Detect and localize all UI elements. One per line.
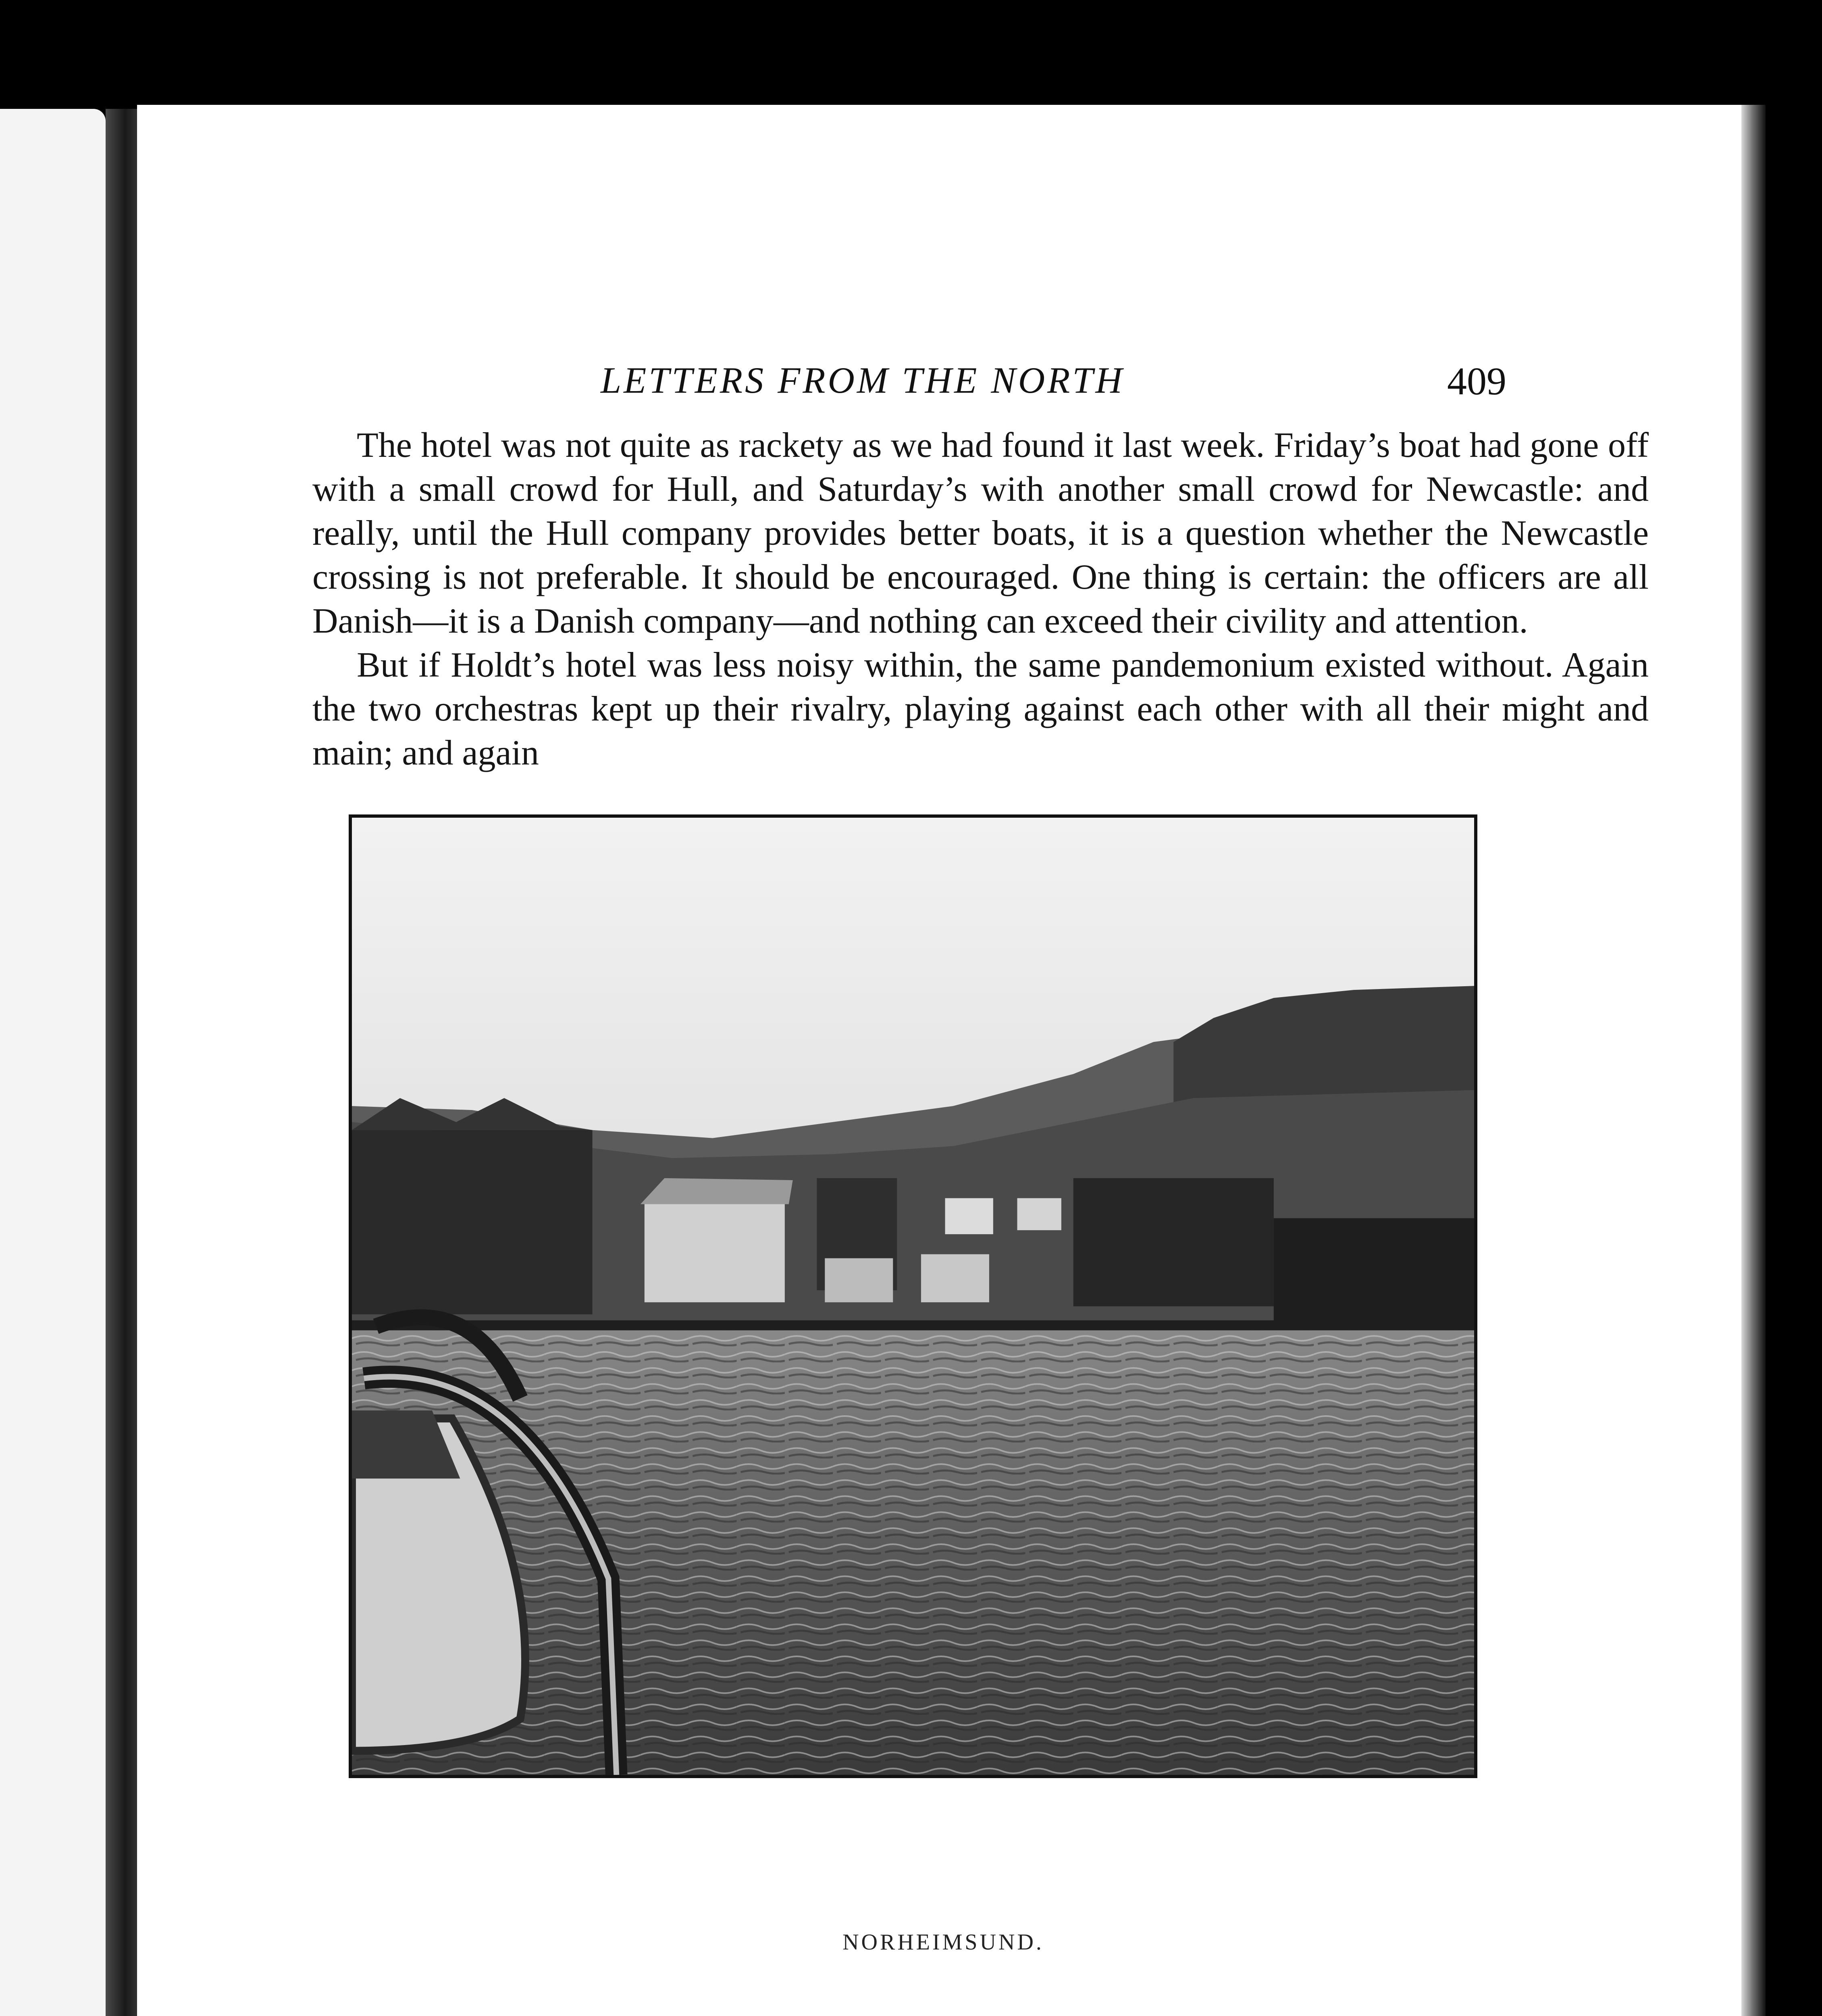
harbor-photo-image bbox=[352, 818, 1474, 1775]
facing-page-edge bbox=[0, 109, 106, 2016]
page-fore-edge bbox=[1741, 105, 1766, 2016]
paragraph: The hotel was not quite as rackety as we had found it last week. Friday’s boat had gone off with a small crowd for Hull, and Saturday’s with another small crowd for Newcastle: and really, until the Hull company provides better boats, it is a question whether the Newcastle crossing is not preferable. It should be encouraged. One thing is certain: the officers are all Danish—it is a Danish company—and nothing can exceed their civility and attention. bbox=[312, 426, 1649, 641]
running-head: LETTERS FROM THE NORTH bbox=[601, 360, 1125, 401]
page-number: 409 bbox=[1447, 360, 1506, 403]
photograph-norheimsund bbox=[349, 814, 1477, 1778]
photo-caption: NORHEIMSUND. bbox=[842, 1930, 1044, 1955]
page-header bbox=[137, 258, 1749, 403]
book-gutter bbox=[106, 109, 138, 2016]
paragraph: But if Holdt’s hotel was less noisy within, the same pandemonium existed without. Again the two orchestras kept up their rivalry, playing against each other with all their might and main; and again bbox=[312, 646, 1649, 773]
top-text-block bbox=[312, 423, 1649, 775]
book-page bbox=[137, 105, 1749, 2016]
